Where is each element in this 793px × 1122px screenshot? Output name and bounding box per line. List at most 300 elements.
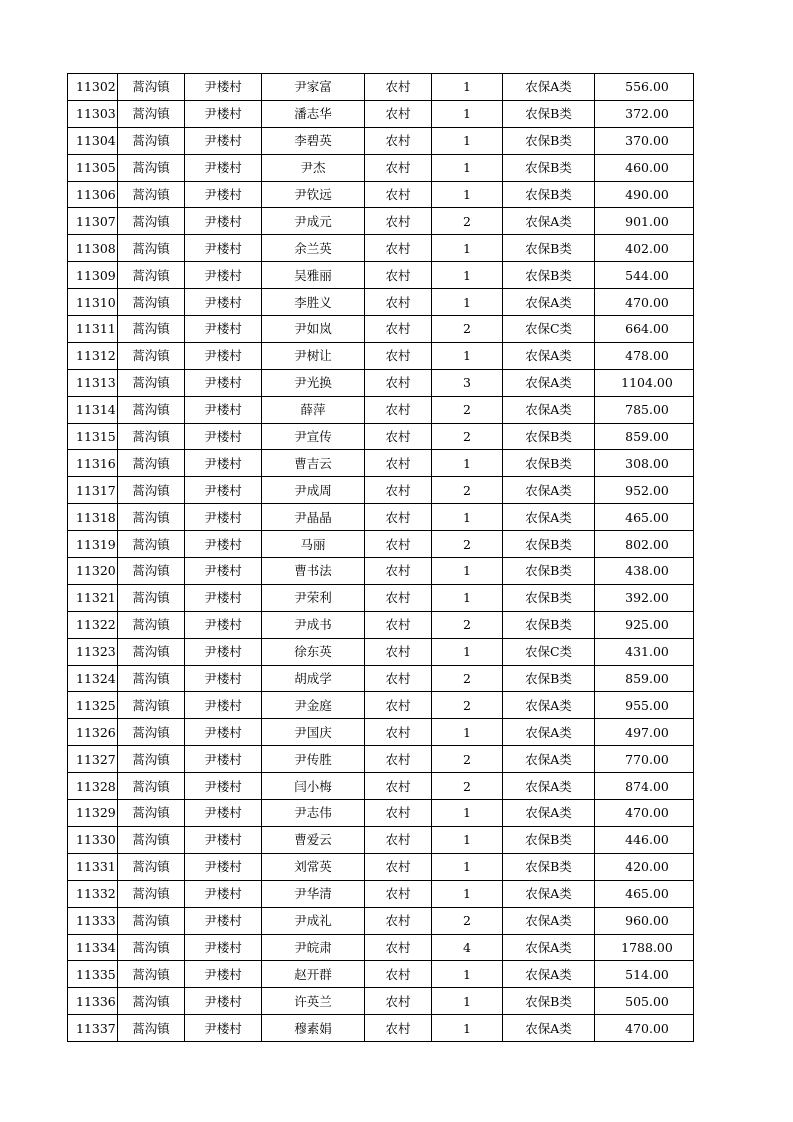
count-cell: 1 <box>432 235 503 262</box>
id-cell: 11323 <box>68 638 118 665</box>
category-cell: 农保B类 <box>503 558 595 585</box>
amount-cell: 901.00 <box>595 208 694 235</box>
name-cell: 马丽 <box>262 531 365 558</box>
count-cell: 1 <box>432 558 503 585</box>
amount-cell: 470.00 <box>595 800 694 827</box>
village-cell: 尹楼村 <box>185 611 262 638</box>
town-cell: 蒿沟镇 <box>118 1015 185 1042</box>
village-cell: 尹楼村 <box>185 826 262 853</box>
id-cell: 11311 <box>68 316 118 343</box>
village-cell: 尹楼村 <box>185 127 262 154</box>
category-cell: 农保A类 <box>503 396 595 423</box>
table-row <box>68 611 694 638</box>
type-cell: 农村 <box>365 100 432 127</box>
type-cell: 农村 <box>365 235 432 262</box>
town-cell: 蒿沟镇 <box>118 988 185 1015</box>
town-cell: 蒿沟镇 <box>118 531 185 558</box>
table-row <box>68 719 694 746</box>
name-cell: 尹杰 <box>262 154 365 181</box>
category-cell: 农保A类 <box>503 961 595 988</box>
name-cell: 赵开群 <box>262 961 365 988</box>
table-row <box>68 988 694 1015</box>
type-cell: 农村 <box>365 934 432 961</box>
id-cell: 11333 <box>68 907 118 934</box>
id-cell: 11326 <box>68 719 118 746</box>
village-cell: 尹楼村 <box>185 907 262 934</box>
amount-cell: 438.00 <box>595 558 694 585</box>
amount-cell: 420.00 <box>595 853 694 880</box>
town-cell: 蒿沟镇 <box>118 665 185 692</box>
type-cell: 农村 <box>365 504 432 531</box>
town-cell: 蒿沟镇 <box>118 154 185 181</box>
id-cell: 11337 <box>68 1015 118 1042</box>
type-cell: 农村 <box>365 692 432 719</box>
table-row <box>68 584 694 611</box>
table-row <box>68 262 694 289</box>
id-cell: 11336 <box>68 988 118 1015</box>
id-cell: 11331 <box>68 853 118 880</box>
table-row <box>68 907 694 934</box>
table-row <box>68 396 694 423</box>
type-cell: 农村 <box>365 262 432 289</box>
type-cell: 农村 <box>365 396 432 423</box>
village-cell: 尹楼村 <box>185 262 262 289</box>
village-cell: 尹楼村 <box>185 934 262 961</box>
name-cell: 闫小梅 <box>262 773 365 800</box>
village-cell: 尹楼村 <box>185 558 262 585</box>
type-cell: 农村 <box>365 127 432 154</box>
amount-cell: 431.00 <box>595 638 694 665</box>
town-cell: 蒿沟镇 <box>118 611 185 638</box>
category-cell: 农保A类 <box>503 208 595 235</box>
id-cell: 11322 <box>68 611 118 638</box>
town-cell: 蒿沟镇 <box>118 235 185 262</box>
town-cell: 蒿沟镇 <box>118 289 185 316</box>
town-cell: 蒿沟镇 <box>118 181 185 208</box>
name-cell: 尹晶晶 <box>262 504 365 531</box>
village-cell: 尹楼村 <box>185 316 262 343</box>
amount-cell: 664.00 <box>595 316 694 343</box>
id-cell: 11303 <box>68 100 118 127</box>
count-cell: 2 <box>432 907 503 934</box>
id-cell: 11328 <box>68 773 118 800</box>
town-cell: 蒿沟镇 <box>118 558 185 585</box>
table-row <box>68 880 694 907</box>
id-cell: 11316 <box>68 450 118 477</box>
town-cell: 蒿沟镇 <box>118 880 185 907</box>
table-row <box>68 665 694 692</box>
count-cell: 1 <box>432 127 503 154</box>
category-cell: 农保B类 <box>503 154 595 181</box>
category-cell: 农保C类 <box>503 638 595 665</box>
category-cell: 农保B类 <box>503 235 595 262</box>
town-cell: 蒿沟镇 <box>118 584 185 611</box>
village-cell: 尹楼村 <box>185 289 262 316</box>
name-cell: 尹如岚 <box>262 316 365 343</box>
table-row <box>68 208 694 235</box>
amount-cell: 470.00 <box>595 1015 694 1042</box>
count-cell: 1 <box>432 638 503 665</box>
type-cell: 农村 <box>365 289 432 316</box>
category-cell: 农保B类 <box>503 853 595 880</box>
table-row <box>68 74 694 101</box>
amount-cell: 490.00 <box>595 181 694 208</box>
town-cell: 蒿沟镇 <box>118 316 185 343</box>
name-cell: 曹吉云 <box>262 450 365 477</box>
name-cell: 刘常英 <box>262 853 365 880</box>
category-cell: 农保A类 <box>503 289 595 316</box>
id-cell: 11306 <box>68 181 118 208</box>
amount-cell: 372.00 <box>595 100 694 127</box>
name-cell: 余兰英 <box>262 235 365 262</box>
id-cell: 11304 <box>68 127 118 154</box>
id-cell: 11332 <box>68 880 118 907</box>
count-cell: 1 <box>432 100 503 127</box>
amount-cell: 859.00 <box>595 665 694 692</box>
count-cell: 1 <box>432 826 503 853</box>
type-cell: 农村 <box>365 316 432 343</box>
category-cell: 农保A类 <box>503 1015 595 1042</box>
village-cell: 尹楼村 <box>185 665 262 692</box>
count-cell: 2 <box>432 773 503 800</box>
name-cell: 尹宣传 <box>262 423 365 450</box>
village-cell: 尹楼村 <box>185 719 262 746</box>
category-cell: 农保B类 <box>503 584 595 611</box>
count-cell: 1 <box>432 800 503 827</box>
count-cell: 2 <box>432 423 503 450</box>
village-cell: 尹楼村 <box>185 74 262 101</box>
id-cell: 11305 <box>68 154 118 181</box>
id-cell: 11324 <box>68 665 118 692</box>
village-cell: 尹楼村 <box>185 880 262 907</box>
village-cell: 尹楼村 <box>185 396 262 423</box>
amount-cell: 460.00 <box>595 154 694 181</box>
amount-cell: 514.00 <box>595 961 694 988</box>
count-cell: 2 <box>432 611 503 638</box>
type-cell: 农村 <box>365 450 432 477</box>
town-cell: 蒿沟镇 <box>118 262 185 289</box>
table-row <box>68 450 694 477</box>
table-row <box>68 961 694 988</box>
amount-cell: 370.00 <box>595 127 694 154</box>
table-row <box>68 826 694 853</box>
amount-cell: 465.00 <box>595 504 694 531</box>
town-cell: 蒿沟镇 <box>118 934 185 961</box>
id-cell: 11335 <box>68 961 118 988</box>
name-cell: 尹传胜 <box>262 746 365 773</box>
category-cell: 农保B类 <box>503 262 595 289</box>
category-cell: 农保B类 <box>503 127 595 154</box>
table-row <box>68 342 694 369</box>
name-cell: 薛萍 <box>262 396 365 423</box>
table-row <box>68 853 694 880</box>
category-cell: 农保B类 <box>503 988 595 1015</box>
town-cell: 蒿沟镇 <box>118 127 185 154</box>
category-cell: 农保A类 <box>503 692 595 719</box>
type-cell: 农村 <box>365 746 432 773</box>
table-row <box>68 558 694 585</box>
village-cell: 尹楼村 <box>185 208 262 235</box>
count-cell: 1 <box>432 961 503 988</box>
type-cell: 农村 <box>365 208 432 235</box>
name-cell: 穆素娟 <box>262 1015 365 1042</box>
town-cell: 蒿沟镇 <box>118 208 185 235</box>
id-cell: 11308 <box>68 235 118 262</box>
village-cell: 尹楼村 <box>185 100 262 127</box>
id-cell: 11325 <box>68 692 118 719</box>
town-cell: 蒿沟镇 <box>118 773 185 800</box>
type-cell: 农村 <box>365 611 432 638</box>
name-cell: 胡成学 <box>262 665 365 692</box>
table-row <box>68 504 694 531</box>
id-cell: 11309 <box>68 262 118 289</box>
town-cell: 蒿沟镇 <box>118 342 185 369</box>
amount-cell: 960.00 <box>595 907 694 934</box>
amount-cell: 465.00 <box>595 880 694 907</box>
count-cell: 2 <box>432 746 503 773</box>
town-cell: 蒿沟镇 <box>118 423 185 450</box>
id-cell: 11307 <box>68 208 118 235</box>
town-cell: 蒿沟镇 <box>118 369 185 396</box>
count-cell: 3 <box>432 369 503 396</box>
category-cell: 农保A类 <box>503 342 595 369</box>
count-cell: 1 <box>432 1015 503 1042</box>
village-cell: 尹楼村 <box>185 342 262 369</box>
table-row <box>68 477 694 504</box>
category-cell: 农保A类 <box>503 369 595 396</box>
type-cell: 农村 <box>365 423 432 450</box>
type-cell: 农村 <box>365 638 432 665</box>
name-cell: 吴雅丽 <box>262 262 365 289</box>
name-cell: 尹钦远 <box>262 181 365 208</box>
count-cell: 1 <box>432 584 503 611</box>
name-cell: 尹成礼 <box>262 907 365 934</box>
town-cell: 蒿沟镇 <box>118 907 185 934</box>
town-cell: 蒿沟镇 <box>118 800 185 827</box>
village-cell: 尹楼村 <box>185 1015 262 1042</box>
data-table <box>67 73 694 1042</box>
type-cell: 农村 <box>365 800 432 827</box>
village-cell: 尹楼村 <box>185 450 262 477</box>
count-cell: 2 <box>432 531 503 558</box>
town-cell: 蒿沟镇 <box>118 396 185 423</box>
amount-cell: 802.00 <box>595 531 694 558</box>
town-cell: 蒿沟镇 <box>118 826 185 853</box>
town-cell: 蒿沟镇 <box>118 504 185 531</box>
id-cell: 11334 <box>68 934 118 961</box>
category-cell: 农保A类 <box>503 477 595 504</box>
id-cell: 11310 <box>68 289 118 316</box>
town-cell: 蒿沟镇 <box>118 74 185 101</box>
id-cell: 11312 <box>68 342 118 369</box>
type-cell: 农村 <box>365 74 432 101</box>
village-cell: 尹楼村 <box>185 961 262 988</box>
id-cell: 11313 <box>68 369 118 396</box>
type-cell: 农村 <box>365 665 432 692</box>
table-row <box>68 934 694 961</box>
village-cell: 尹楼村 <box>185 638 262 665</box>
count-cell: 2 <box>432 316 503 343</box>
table-row <box>68 692 694 719</box>
name-cell: 尹皖肃 <box>262 934 365 961</box>
category-cell: 农保A类 <box>503 880 595 907</box>
type-cell: 农村 <box>365 907 432 934</box>
village-cell: 尹楼村 <box>185 181 262 208</box>
amount-cell: 859.00 <box>595 423 694 450</box>
type-cell: 农村 <box>365 181 432 208</box>
table-row <box>68 235 694 262</box>
amount-cell: 544.00 <box>595 262 694 289</box>
type-cell: 农村 <box>365 531 432 558</box>
category-cell: 农保A类 <box>503 800 595 827</box>
id-cell: 11321 <box>68 584 118 611</box>
category-cell: 农保C类 <box>503 316 595 343</box>
id-cell: 11302 <box>68 74 118 101</box>
table-body <box>68 74 694 1042</box>
count-cell: 1 <box>432 504 503 531</box>
count-cell: 1 <box>432 181 503 208</box>
table-row <box>68 746 694 773</box>
id-cell: 11320 <box>68 558 118 585</box>
amount-cell: 925.00 <box>595 611 694 638</box>
table-row <box>68 638 694 665</box>
category-cell: 农保A类 <box>503 719 595 746</box>
village-cell: 尹楼村 <box>185 154 262 181</box>
type-cell: 农村 <box>365 477 432 504</box>
id-cell: 11330 <box>68 826 118 853</box>
village-cell: 尹楼村 <box>185 369 262 396</box>
table-row <box>68 369 694 396</box>
amount-cell: 952.00 <box>595 477 694 504</box>
town-cell: 蒿沟镇 <box>118 638 185 665</box>
type-cell: 农村 <box>365 880 432 907</box>
table-row <box>68 181 694 208</box>
table-row <box>68 289 694 316</box>
type-cell: 农村 <box>365 773 432 800</box>
type-cell: 农村 <box>365 558 432 585</box>
category-cell: 农保B类 <box>503 665 595 692</box>
id-cell: 11318 <box>68 504 118 531</box>
town-cell: 蒿沟镇 <box>118 100 185 127</box>
category-cell: 农保B类 <box>503 531 595 558</box>
table-row <box>68 423 694 450</box>
name-cell: 尹金庭 <box>262 692 365 719</box>
category-cell: 农保B类 <box>503 423 595 450</box>
id-cell: 11327 <box>68 746 118 773</box>
count-cell: 1 <box>432 719 503 746</box>
town-cell: 蒿沟镇 <box>118 450 185 477</box>
amount-cell: 402.00 <box>595 235 694 262</box>
table-row <box>68 100 694 127</box>
amount-cell: 955.00 <box>595 692 694 719</box>
count-cell: 2 <box>432 208 503 235</box>
table-row <box>68 800 694 827</box>
village-cell: 尹楼村 <box>185 423 262 450</box>
type-cell: 农村 <box>365 1015 432 1042</box>
count-cell: 1 <box>432 154 503 181</box>
category-cell: 农保B类 <box>503 181 595 208</box>
count-cell: 1 <box>432 450 503 477</box>
category-cell: 农保A类 <box>503 504 595 531</box>
town-cell: 蒿沟镇 <box>118 719 185 746</box>
village-cell: 尹楼村 <box>185 853 262 880</box>
count-cell: 2 <box>432 692 503 719</box>
category-cell: 农保B类 <box>503 826 595 853</box>
village-cell: 尹楼村 <box>185 988 262 1015</box>
id-cell: 11315 <box>68 423 118 450</box>
type-cell: 农村 <box>365 369 432 396</box>
name-cell: 尹成元 <box>262 208 365 235</box>
name-cell: 许英兰 <box>262 988 365 1015</box>
count-cell: 1 <box>432 342 503 369</box>
name-cell: 尹成周 <box>262 477 365 504</box>
village-cell: 尹楼村 <box>185 692 262 719</box>
amount-cell: 874.00 <box>595 773 694 800</box>
amount-cell: 470.00 <box>595 289 694 316</box>
category-cell: 农保B类 <box>503 611 595 638</box>
id-cell: 11317 <box>68 477 118 504</box>
village-cell: 尹楼村 <box>185 477 262 504</box>
town-cell: 蒿沟镇 <box>118 853 185 880</box>
village-cell: 尹楼村 <box>185 235 262 262</box>
name-cell: 曹书法 <box>262 558 365 585</box>
type-cell: 农村 <box>365 154 432 181</box>
amount-cell: 478.00 <box>595 342 694 369</box>
count-cell: 1 <box>432 853 503 880</box>
name-cell: 尹树让 <box>262 342 365 369</box>
town-cell: 蒿沟镇 <box>118 961 185 988</box>
type-cell: 农村 <box>365 826 432 853</box>
category-cell: 农保A类 <box>503 74 595 101</box>
amount-cell: 1788.00 <box>595 934 694 961</box>
village-cell: 尹楼村 <box>185 531 262 558</box>
village-cell: 尹楼村 <box>185 746 262 773</box>
name-cell: 徐东英 <box>262 638 365 665</box>
type-cell: 农村 <box>365 988 432 1015</box>
count-cell: 1 <box>432 880 503 907</box>
name-cell: 尹光换 <box>262 369 365 396</box>
village-cell: 尹楼村 <box>185 584 262 611</box>
table-row <box>68 316 694 343</box>
table-row <box>68 1015 694 1042</box>
count-cell: 2 <box>432 665 503 692</box>
name-cell: 尹荣利 <box>262 584 365 611</box>
category-cell: 农保A类 <box>503 773 595 800</box>
id-cell: 11314 <box>68 396 118 423</box>
amount-cell: 392.00 <box>595 584 694 611</box>
village-cell: 尹楼村 <box>185 504 262 531</box>
type-cell: 农村 <box>365 853 432 880</box>
count-cell: 2 <box>432 396 503 423</box>
town-cell: 蒿沟镇 <box>118 692 185 719</box>
id-cell: 11329 <box>68 800 118 827</box>
name-cell: 尹家富 <box>262 74 365 101</box>
town-cell: 蒿沟镇 <box>118 477 185 504</box>
count-cell: 1 <box>432 988 503 1015</box>
town-cell: 蒿沟镇 <box>118 746 185 773</box>
amount-cell: 446.00 <box>595 826 694 853</box>
amount-cell: 505.00 <box>595 988 694 1015</box>
table-row <box>68 127 694 154</box>
table-row <box>68 531 694 558</box>
amount-cell: 770.00 <box>595 746 694 773</box>
type-cell: 农村 <box>365 584 432 611</box>
count-cell: 1 <box>432 289 503 316</box>
name-cell: 李碧英 <box>262 127 365 154</box>
category-cell: 农保A类 <box>503 746 595 773</box>
count-cell: 1 <box>432 262 503 289</box>
amount-cell: 308.00 <box>595 450 694 477</box>
